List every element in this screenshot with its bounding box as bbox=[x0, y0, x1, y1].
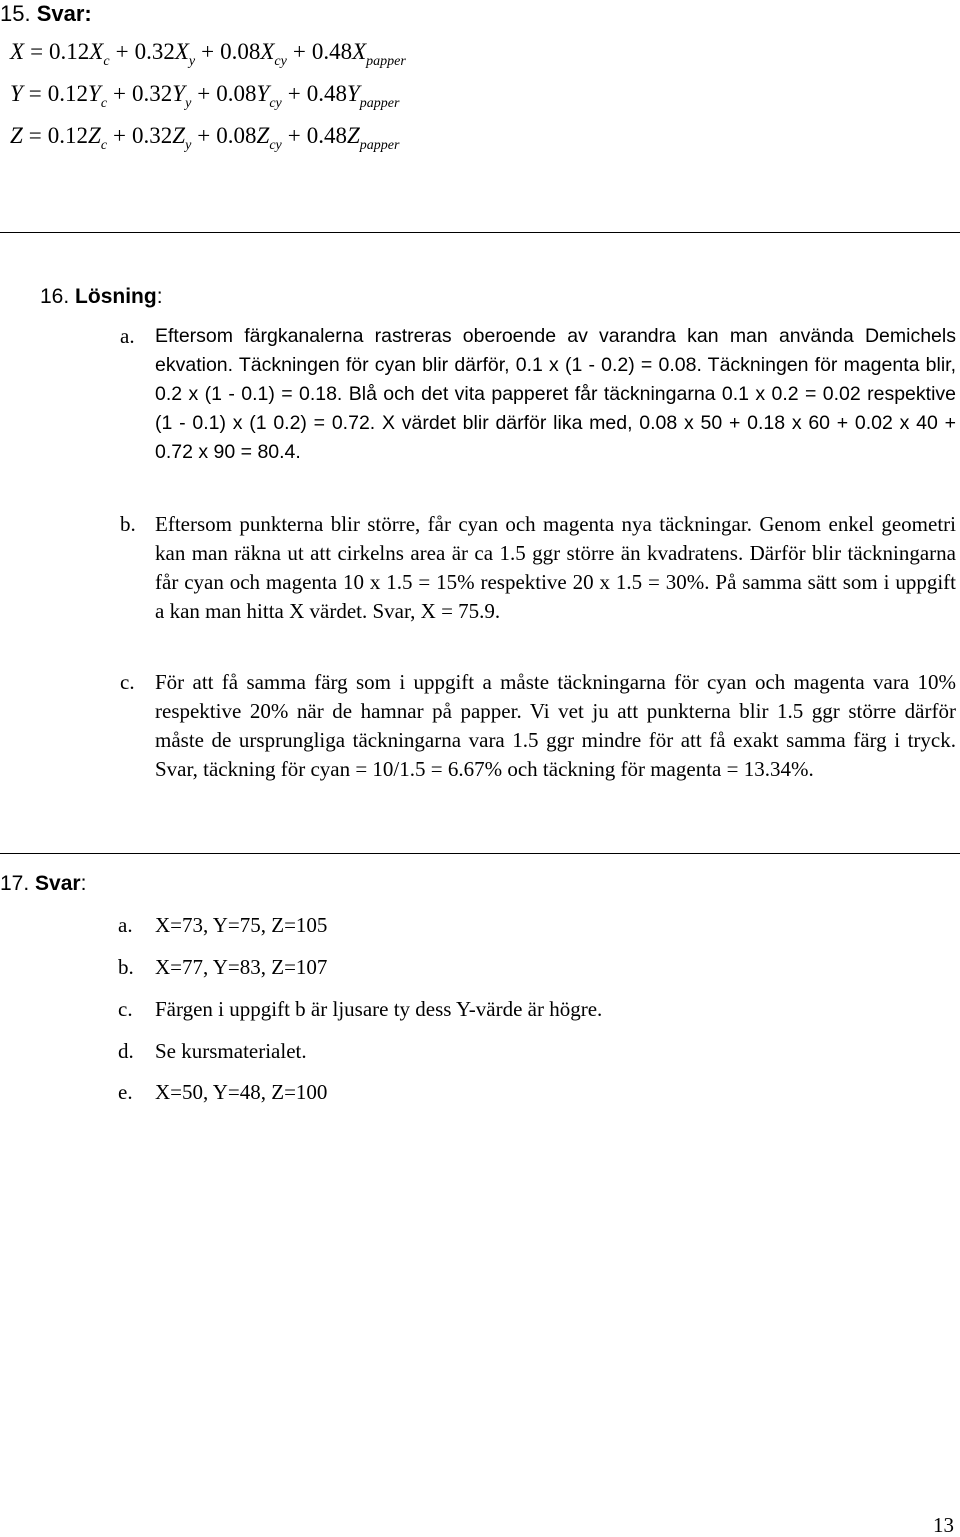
eq-y-coef-3: 0.08 bbox=[216, 81, 257, 106]
eq-z-sub-4: papper bbox=[359, 138, 400, 153]
problem-17-heading bbox=[0, 870, 86, 898]
answer-d bbox=[118, 1037, 307, 1065]
answer-letter: a. bbox=[118, 913, 133, 937]
answer-e bbox=[118, 1078, 327, 1106]
equation-y: $Y = 0.12Y_c + 0.32Y_y + 0.08Y_{cy} + 0.48Y_{papper}$ bbox=[10, 81, 400, 111]
equation-x: $X = 0.12X_c + 0.32X_y + 0.08X_{cy} + 0.48X_{papper}$ bbox=[10, 39, 406, 69]
answer-c bbox=[118, 995, 602, 1023]
part-letter: a. bbox=[120, 324, 135, 348]
eq-z-sub-2: y bbox=[185, 138, 192, 153]
answer-letter: e. bbox=[118, 1080, 133, 1104]
part-letter: c. bbox=[120, 670, 135, 694]
problem-16-part-c bbox=[120, 668, 956, 784]
eq-y-sub-3: cy bbox=[269, 96, 282, 111]
answer-text: X=50, Y=48, Z=100 bbox=[155, 1080, 328, 1104]
answer-text: X=77, Y=83, Z=107 bbox=[155, 955, 328, 979]
problem-17-label: Svar bbox=[35, 872, 81, 895]
eq-y-coef-1: 0.12 bbox=[47, 81, 89, 106]
eq-x-var-4: X bbox=[352, 39, 367, 64]
problem-15-label: Svar: bbox=[36, 1, 92, 26]
eq-z-coef-3: 0.08 bbox=[216, 123, 257, 148]
eq-z-coef-1: 0.12 bbox=[47, 123, 89, 148]
eq-x-coef-1: 0.12 bbox=[49, 39, 90, 64]
eq-x-var-3: X bbox=[260, 39, 275, 64]
answer-text: Färgen i uppgift b är ljusare ty dess Y-värde är högre. bbox=[155, 997, 603, 1021]
eq-x-coef-3: 0.08 bbox=[220, 39, 261, 64]
divider-15-16 bbox=[0, 232, 960, 233]
problem-15-number: 15. bbox=[0, 1, 31, 26]
eq-y-coef-4: 0.48 bbox=[306, 81, 347, 106]
eq-z-sub-3: cy bbox=[269, 138, 282, 153]
answer-b bbox=[118, 953, 327, 981]
eq-z-coef-4: 0.48 bbox=[306, 123, 347, 148]
eq-y-var-3: Y bbox=[256, 81, 270, 106]
problem-16-heading bbox=[40, 283, 163, 311]
eq-x-lhs: X bbox=[10, 39, 25, 64]
problem-16-number: 16. bbox=[40, 285, 70, 308]
eq-z-var-1: Z bbox=[88, 123, 101, 148]
problem-16-colon: : bbox=[156, 285, 163, 308]
part-text: För att få samma färg som i uppgift a måste täckningarna för cyan och magenta vara 10% respektive 20% när de hamnar på papper. Vi vet ju att punkterna blir 1.5 ggr större därför måste de ursprungliga täckningarna vara 1.5 ggr mindre för att få exakt samma färg i tryck. Svar, täckning för cyan = 10/1.5 = 6.67% och täckning för magenta = 13.34%. bbox=[155, 670, 956, 781]
eq-x-sub-1: c bbox=[103, 54, 110, 69]
answer-text: X=73, Y=75, Z=105 bbox=[155, 913, 328, 937]
eq-z-sub-1: c bbox=[100, 138, 108, 153]
eq-y-coef-2: 0.32 bbox=[132, 81, 173, 106]
eq-x-sub-3: cy bbox=[274, 54, 287, 69]
eq-y-sub-1: c bbox=[100, 96, 108, 111]
eq-x-var-2: X bbox=[174, 39, 189, 64]
answer-letter: c. bbox=[118, 997, 133, 1021]
answer-a bbox=[118, 911, 327, 939]
eq-z-var-2: Z bbox=[172, 123, 186, 148]
part-text: Eftersom färgkanalerna rastreras oberoende av varandra kan man använda Demichels ekvation. Täckningen för cyan blir därför, 0.1 x (1 - 0.2) = 0.08. Täckningen för magenta blir, 0.2 x (1 - 0.1) = 0.18. Blå och det vita papperet får täckningarna 0.1 x 0.2 = 0.02 respektive (1 - 0.1) x (1 0.2) = 0.72. X värdet blir därför lika med, 0.08 x 50 + 0.18 x 60 + 0.02 x 40 + 0.72 x 90 = 80.4. bbox=[155, 325, 956, 463]
part-letter: b. bbox=[120, 512, 136, 536]
problem-17-colon: : bbox=[80, 872, 87, 895]
eq-z-var-3: Z bbox=[256, 123, 270, 148]
eq-y-var-2: Y bbox=[172, 81, 186, 106]
eq-x-var-1: X bbox=[89, 39, 104, 64]
eq-x-coef-2: 0.32 bbox=[134, 39, 175, 64]
eq-z-var-4: Z bbox=[347, 123, 360, 148]
equation-z: $Z = 0.12Z_c + 0.32Z_y + 0.08Z_{cy} + 0.48Z_{papper}$ bbox=[10, 123, 400, 153]
eq-y-var-1: Y bbox=[88, 81, 101, 106]
eq-y-lhs: Y bbox=[10, 81, 23, 106]
problem-17-number: 17. bbox=[0, 872, 30, 895]
eq-z-lhs: Z bbox=[10, 123, 23, 148]
problem-16-label: Lösning bbox=[75, 285, 157, 308]
answer-letter: b. bbox=[118, 955, 134, 979]
eq-x-coef-4: 0.48 bbox=[311, 39, 353, 64]
answer-letter: d. bbox=[118, 1039, 134, 1063]
problem-16-part-b bbox=[120, 510, 956, 626]
eq-y-var-4: Y bbox=[347, 81, 360, 106]
divider-16-17 bbox=[0, 853, 960, 854]
eq-z-coef-2: 0.32 bbox=[132, 123, 173, 148]
page-number: 13 bbox=[933, 1513, 954, 1537]
eq-y-sub-2: y bbox=[185, 96, 192, 111]
problem-16-part-a bbox=[120, 322, 956, 467]
eq-y-sub-4: papper bbox=[359, 96, 400, 111]
part-text: Eftersom punkterna blir större, får cyan och magenta nya täckningar. Genom enkel geometri kan man räkna ut att cirkelns area är ca 1.5 ggr större än kvadratens. Därför blir täckningarna får cyan och magenta 10 x 1.5 = 15% respektive 20 x 1.5 = 30%. På samma sätt som i uppgift a kan man hitta X värdet. Svar, X = 75.9. bbox=[155, 512, 956, 623]
eq-x-sub-2: y bbox=[188, 54, 196, 69]
answer-text: Se kursmaterialet. bbox=[155, 1039, 307, 1063]
problem-15-heading bbox=[0, 0, 92, 28]
eq-x-sub-4: papper bbox=[366, 54, 406, 69]
